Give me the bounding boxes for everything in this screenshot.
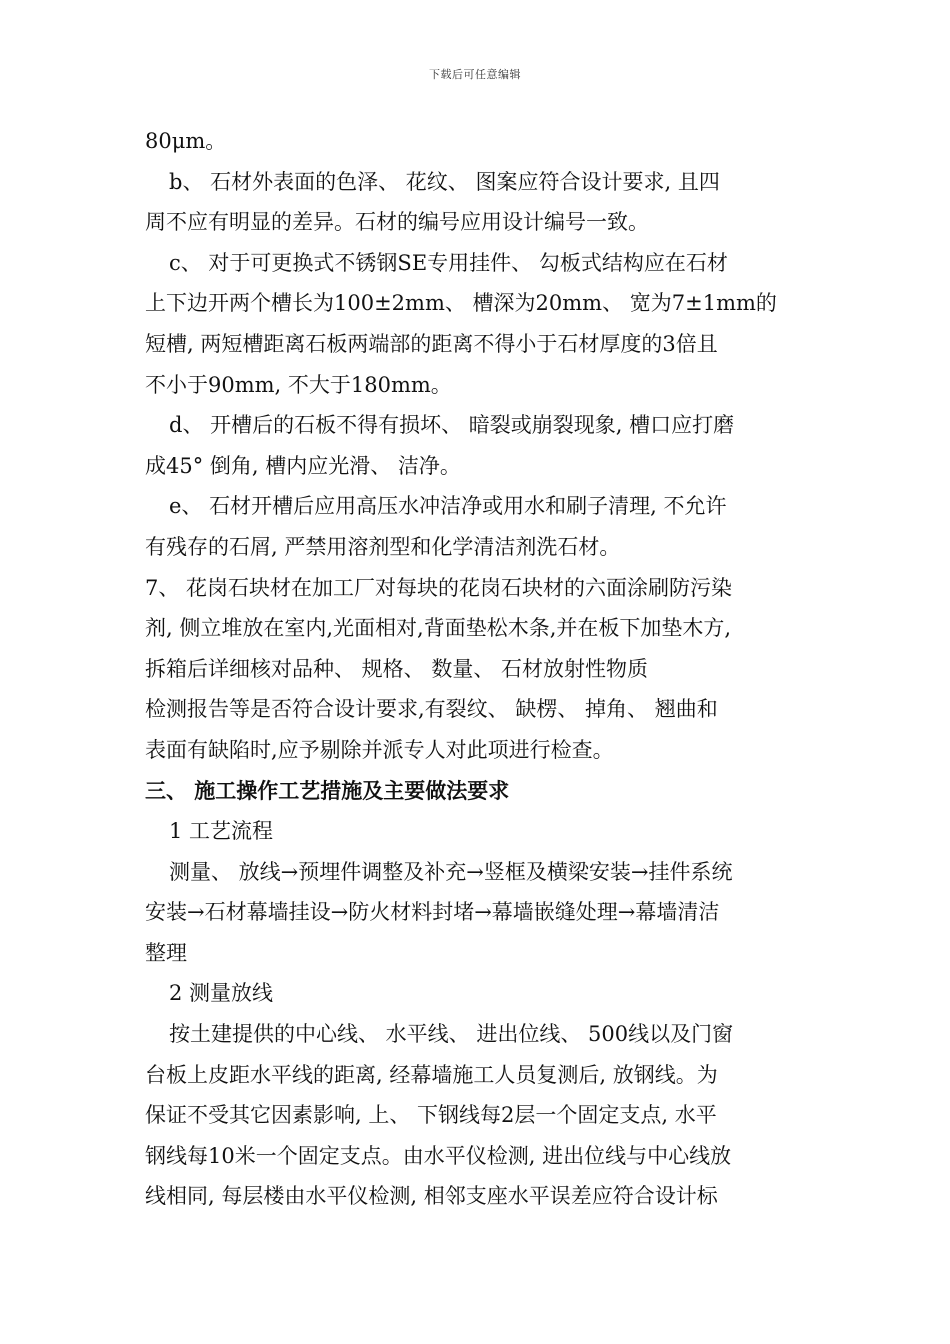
text-line: 剂, 侧立堆放在室内,光面相对,背面垫松木条,并在板下加垫木方, (145, 616, 732, 641)
text-line: 表面有缺陷时,应予剔除并派专人对此项进行检查。 (145, 737, 614, 762)
text-line: 上下边开两个槽长为100±2mm、 槽深为20mm、 宽为7±1mm的 (145, 291, 777, 316)
text-line: 有残存的石屑, 严禁用溶剂型和化学清洁剂洗石材。 (145, 534, 621, 559)
subsection-heading: 1 工艺流程 (169, 819, 274, 844)
text-line: 钢线每10米一个固定支点。由水平仪检测, 进出位线与中心线放 (145, 1143, 732, 1168)
text-line: 7、 花岗石块材在加工厂对每块的花岗石块材的六面涂刷防污染 (145, 575, 733, 600)
document-body (145, 121, 815, 1217)
text-line: 测量、 放线→预埋件调整及补充→竖框及横梁安装→挂件系统 (169, 859, 733, 884)
text-line: 保证不受其它因素影响, 上、 下钢线每2层一个固定支点, 水平 (145, 1103, 717, 1128)
subsection-heading: 2 测量放线 (169, 981, 274, 1006)
section-heading: 三、 施工操作工艺措施及主要做法要求 (145, 777, 510, 803)
text-line: 线相同, 每层楼由水平仪检测, 相邻支座水平误差应符合设计标 (145, 1184, 718, 1209)
text-line: 整理 (145, 940, 187, 965)
text-line: 周不应有明显的差异。石材的编号应用设计编号一致。 (145, 210, 649, 235)
text-line: 80μm。 (145, 129, 227, 153)
text-line: 短槽, 两短槽距离石板两端部的距离不得小于石材厚度的3倍且 (145, 331, 718, 356)
text-line: 拆箱后详细核对品种、 规格、 数量、 石材放射性物质 (145, 656, 649, 681)
text-line: 成45° 倒角, 槽内应光滑、 洁净。 (145, 453, 461, 478)
text-line: e、 石材开槽后应用高压水冲洁净或用水和刷子清理, 不允许 (169, 494, 727, 519)
text-line: 检测报告等是否符合设计要求,有裂纹、 缺楞、 掉角、 翘曲和 (145, 697, 718, 722)
text-line: b、 石材外表面的色泽、 花纹、 图案应符合设计要求, 且四 (169, 169, 720, 194)
text-line: 按土建提供的中心线、 水平线、 进出位线、 500线以及门窗 (169, 1022, 734, 1047)
text-line: 台板上皮距水平线的距离, 经幕墙施工人员复测后, 放钢线。为 (145, 1062, 718, 1087)
text-line: 不小于90mm, 不大于180mm。 (145, 372, 452, 397)
page-header: 下载后可任意编辑 (429, 68, 521, 81)
text-line: c、 对于可更换式不锈钢SE专用挂件、 勾板式结构应在石材 (169, 250, 728, 275)
text-line: d、 开槽后的石板不得有损坏、 暗裂或崩裂现象, 槽口应打磨 (169, 413, 735, 438)
text-line: 安装→石材幕墙挂设→防火材料封堵→幕墙嵌缝处理→幕墙清洁 (145, 900, 720, 925)
